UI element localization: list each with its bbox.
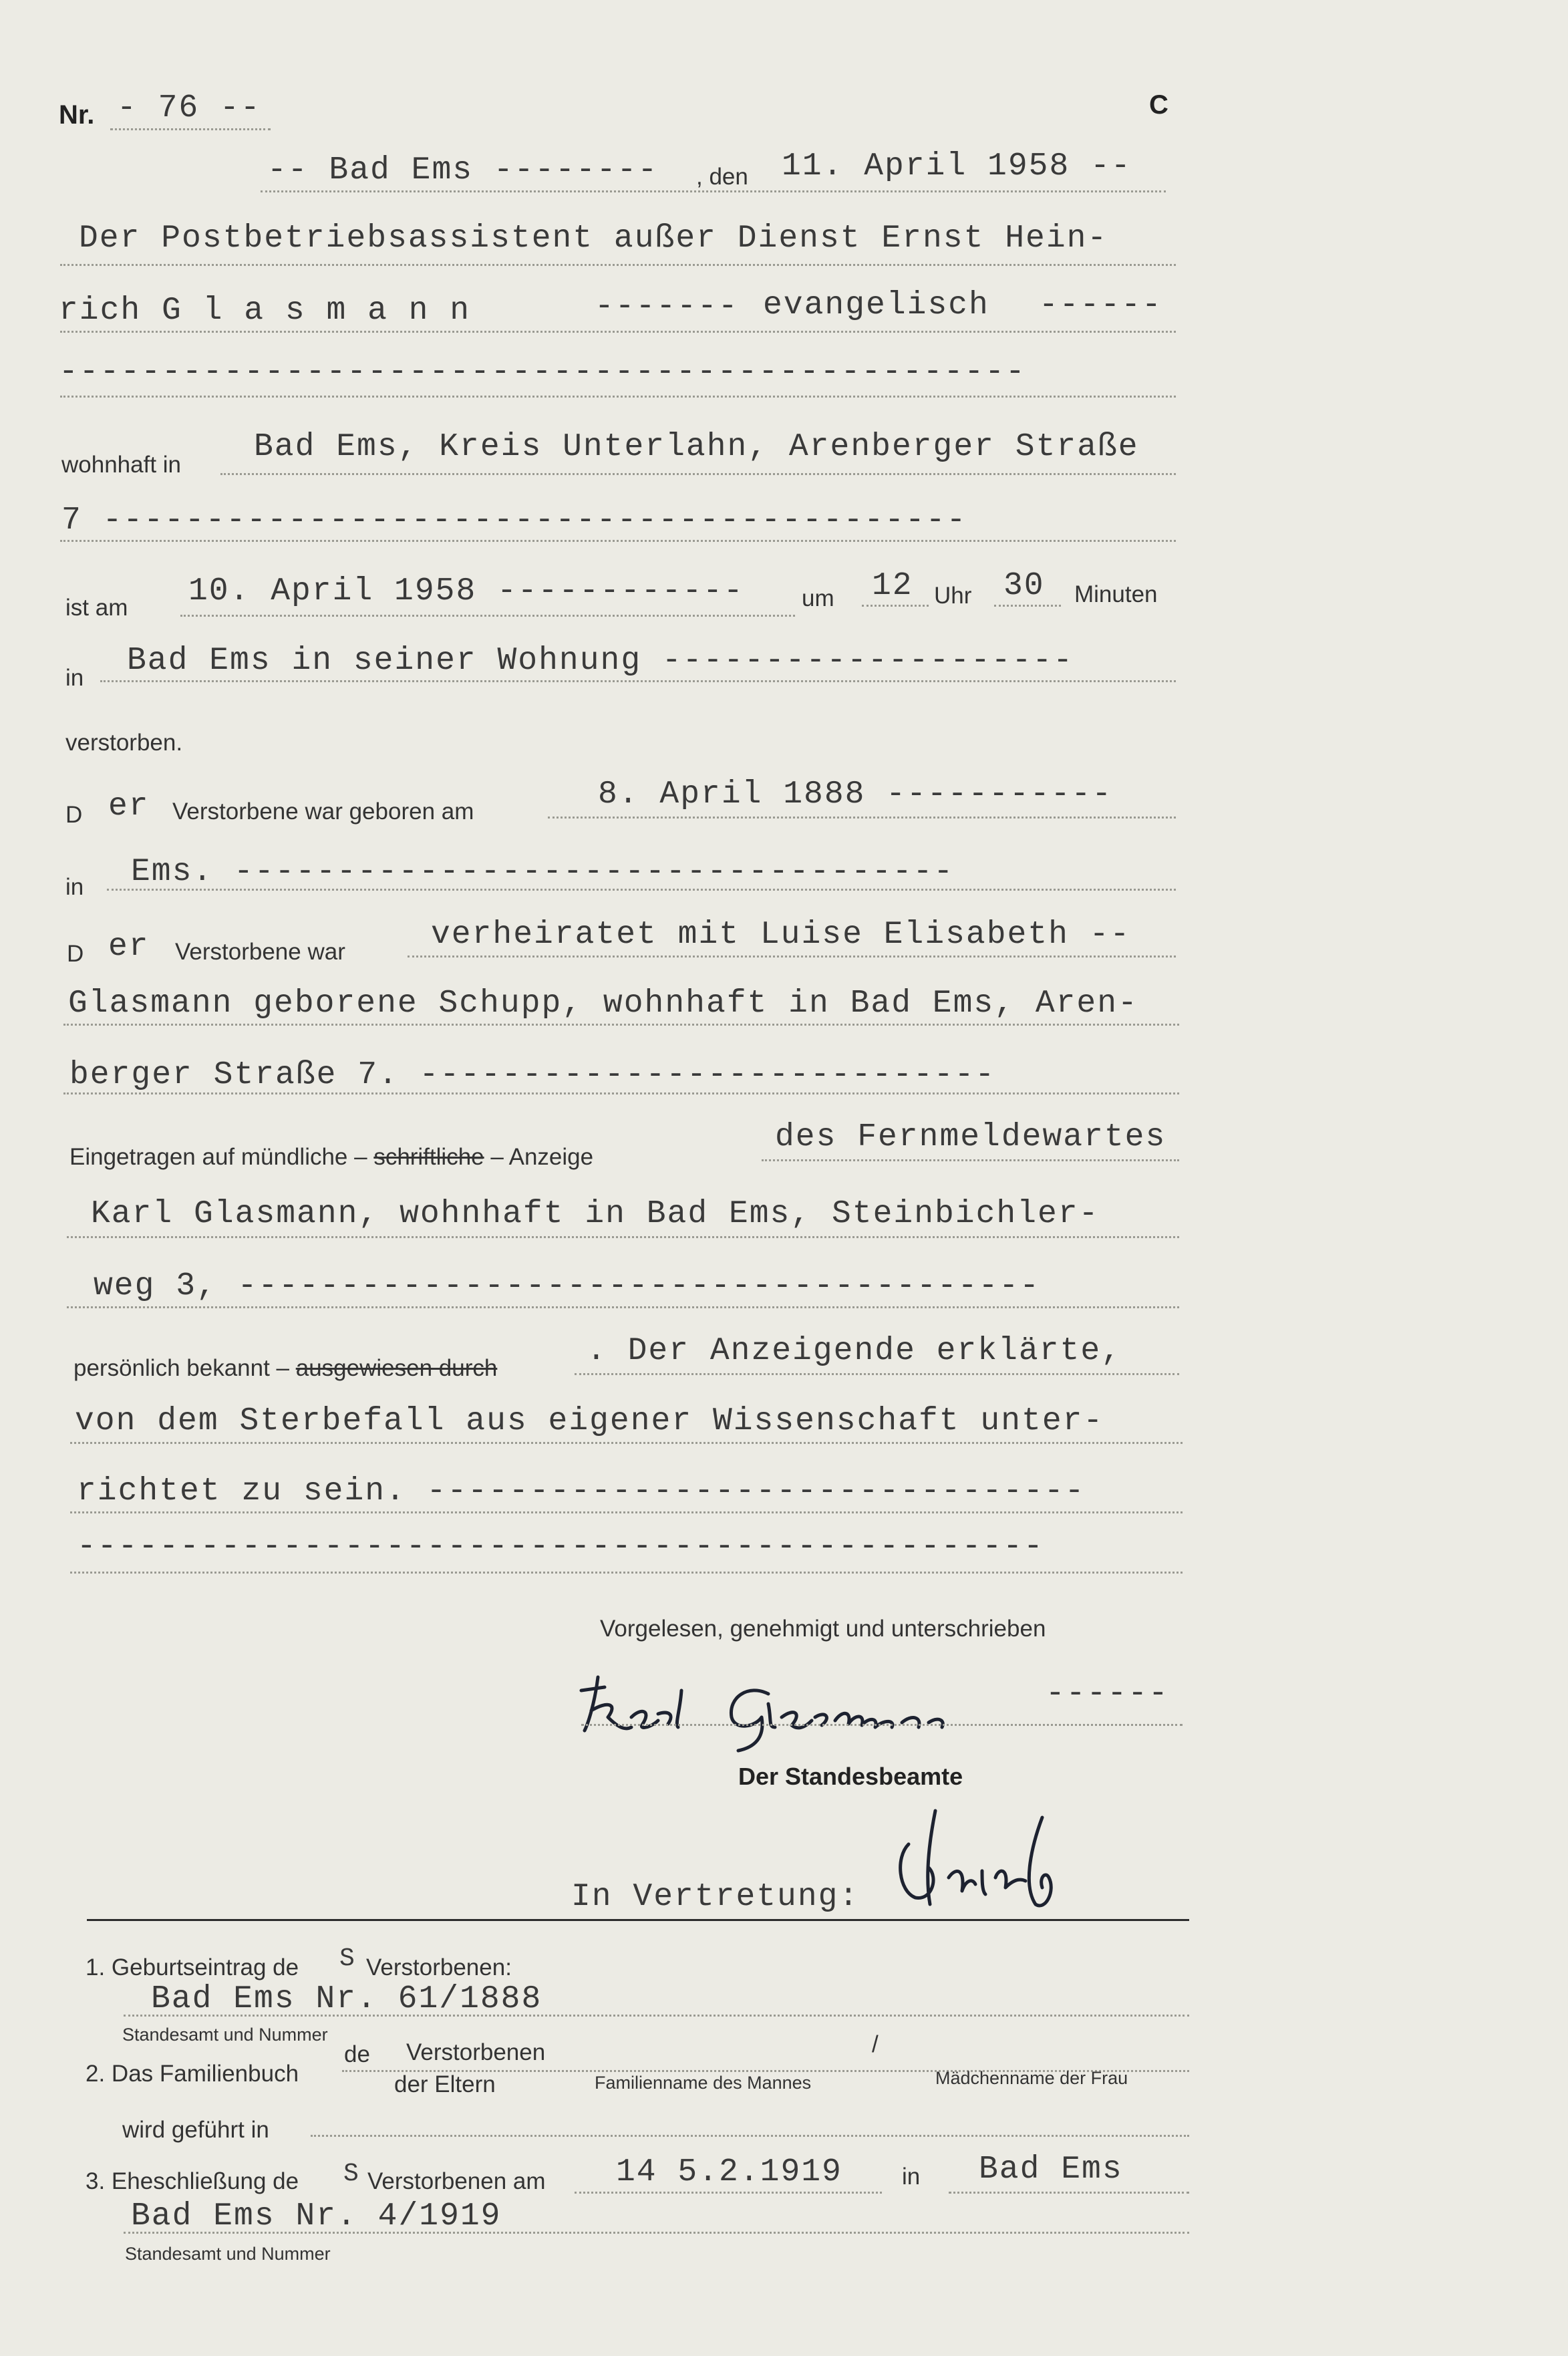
footer-item2-caption-woman: Mädchenname der Frau [935, 2068, 1128, 2088]
entry-line-3: weg 3, --------------------------------------- [94, 1268, 1041, 1304]
entry-line-2: Karl Glasmann, wohnhaft in Bad Ems, Steinbichler- [91, 1196, 1100, 1232]
header-place: -- Bad Ems -------- [267, 152, 659, 188]
dotline [575, 2192, 882, 2194]
identity-line-3: richtet zu sein. -------------------------------- [77, 1473, 1086, 1509]
marital-line-2: Glasmann geborene Schupp, wohnhaft in Bad Ems, Aren- [68, 986, 1138, 1022]
birth-label: Verstorbene war geboren am [172, 798, 474, 825]
footer-item3-s: S [343, 2160, 360, 2188]
header-date: 11. April 1958 -- [782, 148, 1132, 184]
footer-item2-wird: wird geführt in [122, 2117, 269, 2143]
dotline [60, 540, 1176, 542]
dotline [63, 1092, 1179, 1094]
dotline [762, 1159, 1179, 1161]
dotline [124, 2015, 1189, 2017]
identity-line-4: ----------------------------------------------- [77, 1529, 1044, 1565]
footer-item1-s: S [339, 1944, 356, 1973]
footer-item3-label2: Verstorbenen am [367, 2168, 546, 2194]
deceased-name: rich G l a s m a n n [59, 293, 471, 329]
footer-item3-label: 3. Eheschließung de [86, 2168, 299, 2194]
footer-item2-der-eltern: der Eltern [394, 2071, 496, 2097]
footer-item1-caption: Standesamt und Nummer [122, 2025, 328, 2045]
registrar-signature [882, 1804, 1136, 1918]
birth-in-label: in [65, 874, 84, 900]
dotline [70, 1511, 1183, 1513]
dotline [63, 1024, 1179, 1026]
death-hour: 12 [872, 568, 913, 604]
footer-item3-place: Bad Ems [979, 2152, 1123, 2188]
dotline [107, 889, 1176, 891]
deceased-dash: ------- [595, 289, 739, 325]
dotline [949, 2192, 1189, 2194]
residence-line-1: Bad Ems, Kreis Unterlahn, Arenberger Straße [254, 429, 1139, 465]
identity-label [73, 1355, 497, 1382]
death-date: 10. April 1958 ------------ [188, 573, 744, 609]
dotline [408, 955, 1176, 958]
corner-letter: C [1149, 90, 1168, 120]
footer-item2-slash: / [872, 2031, 879, 2057]
dotline [220, 473, 1176, 475]
deceased-tail: ------ [1039, 287, 1162, 323]
death-place: Bad Ems in seiner Wohnung -------------------- [127, 643, 1074, 679]
dotline [311, 2135, 1189, 2137]
death-in-label: in [65, 665, 84, 691]
residence-line-2: 7 ------------------------------------------ [61, 502, 967, 539]
um-label: um [802, 585, 834, 611]
footer-item2-verstorbenen: Verstorbenen [406, 2039, 546, 2065]
identity-label-struck: ausgewiesen durch [295, 1355, 498, 1381]
dotline [67, 1236, 1179, 1238]
dotline [60, 331, 1176, 333]
marital-line-1: verheiratet mit Luise Elisabeth -- [431, 917, 1131, 953]
marital-d-label: D [67, 941, 84, 967]
uhr-label: Uhr [934, 583, 972, 609]
footer-item3-in: in [902, 2164, 921, 2190]
entry-label [69, 1144, 593, 1171]
dotline [180, 615, 795, 617]
dotline [124, 2232, 1189, 2234]
birth-d-label: D [65, 802, 83, 828]
informant-dash: ------ [1046, 1676, 1169, 1712]
nr-dotline [110, 128, 271, 130]
dotline [67, 1306, 1179, 1308]
death-minute: 30 [1003, 568, 1045, 604]
separator-rule [87, 1919, 1189, 1921]
verstorben-label: verstorben. [65, 730, 183, 756]
dotline [862, 605, 929, 607]
header-dotline [261, 190, 1166, 192]
identity-line-1: . Der Anzeigende erklärte, [587, 1333, 1122, 1369]
marital-d-suffix: er [108, 929, 150, 965]
read-approved-label: Vorgelesen, genehmigt und unterschrieben [600, 1616, 1046, 1642]
dotline [70, 1442, 1183, 1444]
footer-item3-caption: Standesamt und Nummer [125, 2244, 331, 2264]
entry-label-struck: schriftliche [373, 1144, 484, 1170]
footer-item1-label: 1. Geburtseintrag de [86, 1954, 299, 1980]
ist-am-label: ist am [65, 595, 128, 621]
birth-date: 8. April 1888 ----------- [598, 776, 1113, 813]
nr-label: Nr. [59, 100, 95, 130]
footer-item2-caption-man: Familienname des Mannes [595, 2073, 812, 2093]
den-label: , den [696, 164, 748, 190]
dotline [581, 1724, 1183, 1726]
footer-item2-de: de [344, 2041, 370, 2067]
footer-item3-date: 14 5.2.1919 [616, 2154, 842, 2190]
footer-item1-value: Bad Ems Nr. 61/1888 [151, 1981, 542, 2017]
dotline [60, 396, 1176, 398]
birth-d-suffix: er [108, 788, 150, 825]
footer-item3-value: Bad Ems Nr. 4/1919 [131, 2198, 502, 2234]
dotline [548, 817, 1176, 819]
identity-label-a: persönlich bekannt – [73, 1355, 296, 1381]
deceased-line-3: ----------------------------------------------- [59, 354, 1026, 390]
minuten-label: Minuten [1074, 581, 1158, 607]
dotline [575, 1373, 1179, 1375]
footer-item2-label: 2. Das Familienbuch [86, 2061, 299, 2087]
marital-line-3: berger Straße 7. ---------------------------- [69, 1057, 996, 1093]
entry-label-b: – Anzeige [484, 1144, 594, 1170]
registrar-title: Der Standesbeamte [738, 1763, 963, 1790]
entry-line-1: des Fernmeldewartes [775, 1119, 1166, 1155]
identity-line-2: von dem Sterbefall aus eigener Wissenschaft unter- [75, 1403, 1104, 1439]
deceased-line-1: Der Postbetriebsassistent außer Dienst Ernst Hein- [79, 220, 1108, 257]
marital-label: Verstorbene war [175, 939, 345, 965]
nr-value: - 76 -- [117, 90, 261, 126]
dotline [100, 680, 1176, 682]
deputy-label: In Vertretung: [571, 1879, 860, 1915]
entry-label-a: Eingetragen auf mündliche – [69, 1144, 374, 1170]
footer-item1-label2: Verstorbenen: [366, 1954, 512, 1980]
birth-place: Ems. ----------------------------------- [131, 854, 955, 890]
informant-signature [568, 1664, 1009, 1757]
dotline [60, 264, 1176, 266]
residence-label: wohnhaft in [61, 452, 182, 478]
dotline [70, 1572, 1183, 1574]
dotline [994, 605, 1061, 607]
deceased-religion: evangelisch [763, 287, 989, 323]
